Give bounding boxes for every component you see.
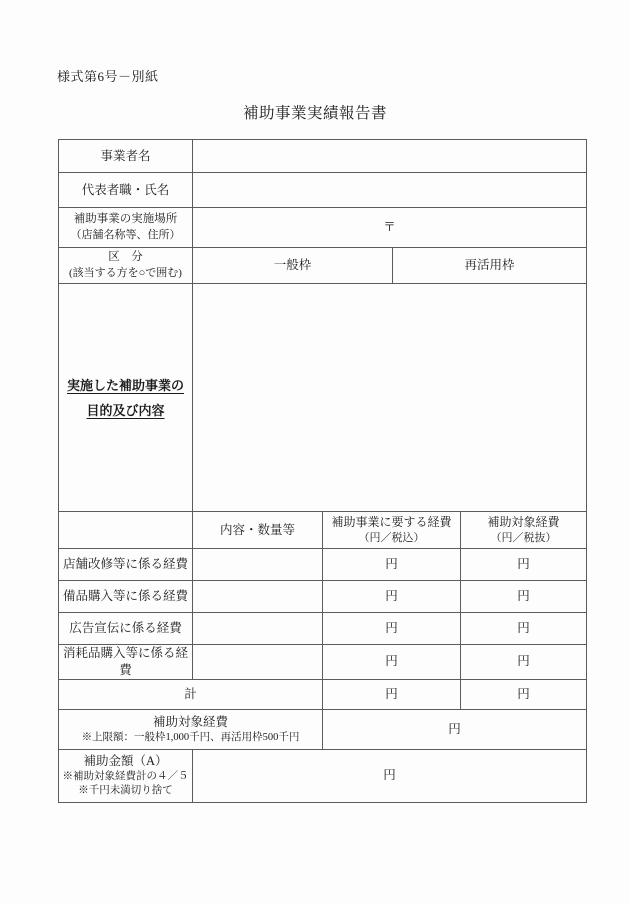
yen-unit: 円 [517, 654, 530, 669]
purpose-label [59, 284, 193, 512]
business-name-row [59, 140, 587, 173]
eligible-total-row [59, 709, 587, 749]
eligible-cost-cell[interactable] [461, 645, 587, 680]
eligible-total-note: ※上限額：一般枠1,000千円、再活用枠500千円 [81, 731, 300, 743]
purpose-label-line2: 目的及び内容 [86, 402, 165, 418]
eligible-total-title: 補助対象経費 [152, 714, 228, 729]
required-cost-cell[interactable] [323, 613, 461, 645]
expense-content-cell[interactable] [193, 613, 323, 645]
expense-header-empty-cell [59, 512, 193, 549]
yen-unit: 円 [383, 768, 396, 783]
business-name-label: 事業者名 [59, 140, 193, 173]
expense-header-row [59, 512, 587, 549]
location-label [59, 208, 193, 248]
required-cost-header: 補助事業に要する経費 （円／税込） [323, 512, 461, 549]
subsidy-label [59, 749, 193, 802]
report-table [58, 139, 587, 803]
business-name-value-cell[interactable] [193, 140, 587, 173]
yen-unit: 円 [385, 621, 398, 636]
expense-row-equipment [59, 581, 587, 613]
expense-label: 備品購入等に係る経費 [59, 581, 193, 613]
yen-unit: 円 [385, 654, 398, 669]
eligible-cost-cell[interactable] [461, 581, 587, 613]
eligible-total-value-cell[interactable] [323, 709, 587, 749]
total-label: 計 [59, 679, 323, 709]
category-label-line1: 区 分 [108, 251, 143, 264]
location-label-line1: 補助事業の実施場所 [73, 213, 178, 226]
required-cost-cell[interactable] [323, 645, 461, 680]
purpose-row [59, 284, 587, 512]
subsidy-note-2: ※千円未満切り捨て [78, 785, 173, 797]
expense-label: 広告宣伝に係る経費 [59, 613, 193, 645]
yen-unit: 円 [448, 721, 461, 736]
form-number: 様式第6号－別紙 [57, 69, 159, 84]
representative-row [59, 173, 587, 208]
eligible-cost-cell[interactable] [461, 549, 587, 581]
total-eligible-cost-cell[interactable] [461, 679, 587, 709]
eligible-cost-header: 補助対象経費 （円／税抜） [461, 512, 587, 549]
content-qty-header: 内容・数量等 [193, 512, 323, 549]
expense-row-advertising [59, 613, 587, 645]
category-option-reuse[interactable]: 再活用枠 [393, 248, 587, 284]
total-row [59, 679, 587, 709]
location-row [59, 208, 587, 248]
representative-label: 代表者職・氏名 [59, 173, 193, 208]
subsidy-note-1: ※補助対象経費計の４／５ [62, 771, 189, 783]
required-cost-cell[interactable] [323, 581, 461, 613]
eligible-total-label [59, 709, 323, 749]
expense-row-consumables [59, 645, 587, 680]
expense-row-renovation [59, 549, 587, 581]
subsidy-title: 補助金額（A） [83, 754, 168, 769]
yen-unit: 円 [385, 686, 398, 701]
total-required-cost-cell[interactable] [323, 679, 461, 709]
subsidy-amount-row [59, 749, 587, 802]
eligible-cost-cell[interactable] [461, 613, 587, 645]
page-title: 補助事業実績報告書 [242, 105, 387, 122]
expense-content-cell[interactable] [193, 645, 323, 680]
purpose-content-cell[interactable] [193, 284, 587, 512]
expense-content-cell[interactable] [193, 549, 323, 581]
yen-unit: 円 [385, 557, 398, 572]
required-cost-cell[interactable] [323, 549, 461, 581]
category-option-general[interactable]: 一般枠 [193, 248, 393, 284]
expense-content-cell[interactable] [193, 581, 323, 613]
expense-label: 消耗品購入等に係る経費 [59, 645, 193, 680]
subsidy-value-cell[interactable] [193, 749, 587, 802]
yen-unit: 円 [517, 621, 530, 636]
representative-value-cell[interactable] [193, 173, 587, 208]
category-label-line2: (該当する方を○で囲む) [69, 266, 182, 279]
purpose-label-line1: 実施した補助事業の [66, 377, 184, 393]
postal-mark: 〒 [383, 220, 396, 235]
yen-unit: 円 [517, 557, 530, 572]
yen-unit: 円 [385, 589, 398, 604]
location-label-line2: （店舗名称等、住所） [70, 228, 181, 241]
yen-unit: 円 [517, 589, 530, 604]
expense-label: 店舗改修等に係る経費 [59, 549, 193, 581]
yen-unit: 円 [517, 686, 530, 701]
category-label [59, 248, 193, 284]
category-row [59, 248, 587, 284]
location-value-cell[interactable] [193, 208, 587, 248]
